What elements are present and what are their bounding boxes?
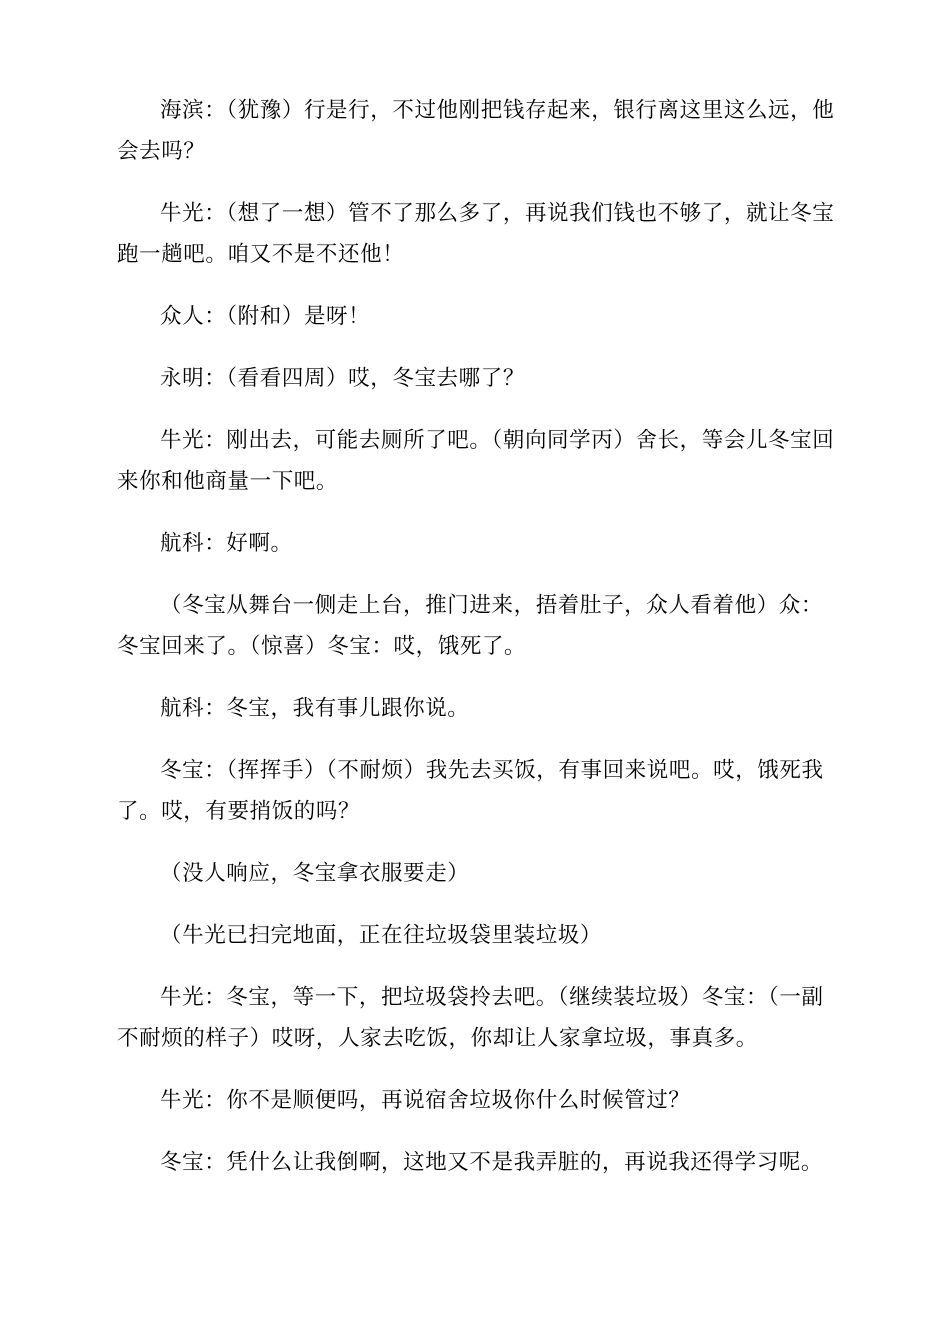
script-paragraph: 牛光：刚出去，可能去厕所了吧。（朝向同学丙）舍长，等会儿冬宝回来你和他商量一下吧。 [117, 428, 835, 494]
script-paragraph: 众人：（附和）是呀！ [160, 304, 371, 329]
script-paragraph: 永明：（看看四周）哎，冬宝去哪了？ [160, 366, 525, 391]
document-body [117, 90, 837, 1204]
script-paragraph: 冬宝：（挥挥手）（不耐烦）我先去买饭，有事回来说吧。哎，饿死我了。哎，有要捎饭的吗？ [117, 758, 824, 824]
script-paragraph: 牛光：你不是顺便吗，再说宿舍垃圾你什么时候管过？ [160, 1088, 691, 1113]
stage-direction-paragraph: （冬宝从舞台一侧走上台，推门进来，捂着肚子，众人看着他）众：冬宝回来了。（惊喜）冬宝：哎，饿死了。 [117, 593, 824, 659]
script-paragraph: 航科：好啊。 [160, 531, 293, 556]
script-paragraph: 冬宝：凭什么让我倒啊，这地又不是我弄脏的，再说我还得学习呢。 [160, 1150, 824, 1175]
script-paragraph: 航科：冬宝，我有事儿跟你说。 [160, 696, 470, 721]
stage-direction-paragraph: （没人响应，冬宝拿衣服要走） [160, 861, 470, 886]
script-paragraph: 海滨：（犹豫）行是行，不过他刚把钱存起来，银行离这里这么远，他会去吗？ [117, 98, 835, 164]
stage-direction-paragraph: （牛光已扫完地面，正在往垃圾袋里装垃圾） [160, 923, 603, 948]
script-paragraph: 牛光：冬宝，等一下，把垃圾袋拎去吧。（继续装垃圾）冬宝：（一副不耐烦的样子）哎呀，人家去吃饭，你却让人家拿垃圾，事真多。 [117, 985, 824, 1051]
script-paragraph: 牛光：（想了一想）管不了那么多了，再说我们钱也不够了，就让冬宝跑一趟吧。咱又不是不还他！ [117, 201, 835, 267]
